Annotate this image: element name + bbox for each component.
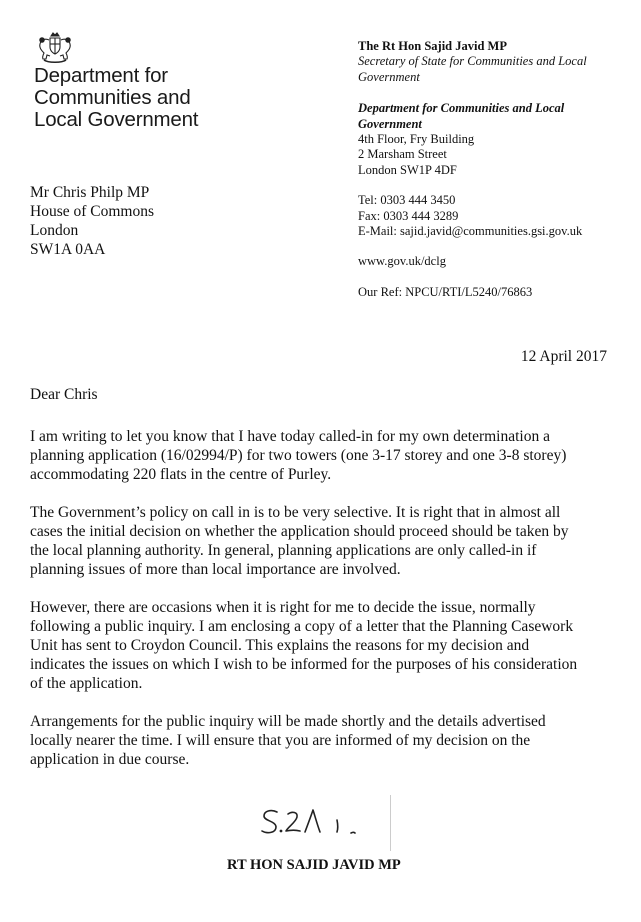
- logo-line-3: Local Government: [34, 108, 199, 131]
- sender-address-line-3: London SW1P 4DF: [358, 162, 457, 177]
- sender-fax: Fax: 0303 444 3289: [358, 208, 459, 223]
- paragraph-4: [30, 712, 630, 769]
- paragraph-line: Arrangements for the public inquiry will be made shortly and the details advertised: [30, 713, 546, 730]
- sender-title-line-2: Government: [358, 69, 420, 84]
- paragraph-line: planning application (16/02994/P) for two towers (one 3-17 storey and one 3-8 storey): [30, 447, 567, 464]
- paragraph-line: I am writing to let you know that I have today called-in for my own determination a: [30, 428, 550, 445]
- paragraph-line: locally nearer the time. I will ensure that you are informed of my decision on the: [30, 732, 531, 749]
- paragraph-2: [30, 503, 630, 579]
- sender-name: The Rt Hon Sajid Javid MP: [358, 39, 507, 53]
- royal-coat-of-arms-icon: [36, 30, 74, 66]
- paragraph-line: the local planning authority. In general, planning applications are only called-in if: [30, 542, 537, 559]
- signoff-name: RT HON SAJID JAVID MP: [227, 857, 401, 873]
- sender-address-line-2: 2 Marsham Street: [358, 147, 447, 162]
- paragraph-line: indicates the issues on which I wish to be informed for the purposes of his consideration: [30, 656, 578, 673]
- paragraph-line: application in due course.: [30, 751, 190, 768]
- paragraph-line: The Government’s policy on call in is to be very selective. It is right that in almost all: [30, 504, 561, 521]
- sender-address-line-1: 4th Floor, Fry Building: [358, 132, 475, 147]
- signature-divider: [390, 795, 391, 851]
- sender-block: [358, 39, 638, 300]
- recipient-line-2: House of Commons: [30, 203, 154, 220]
- paragraph-line: following a public inquiry. I am enclosing a copy of a letter that the Planning Casework: [30, 618, 574, 635]
- paragraph-line: planning issues of more than local importance are involved.: [30, 561, 401, 578]
- sender-department-line-2: Government: [358, 116, 422, 131]
- paragraph-line: of the application.: [30, 675, 143, 692]
- paragraph-line: Unit has sent to Croydon Council. This explains the reasons for my decision and: [30, 637, 530, 654]
- letter-date: 12 April 2017: [520, 348, 607, 365]
- recipient-line-4: SW1A 0AA: [30, 241, 106, 258]
- logo-line-1: Department for: [34, 64, 168, 87]
- handwritten-signature: [255, 800, 380, 848]
- salutation: Dear Chris: [30, 386, 98, 403]
- sender-email: E-Mail: sajid.javid@communities.gsi.gov.uk: [358, 224, 583, 239]
- department-logo: [34, 65, 198, 131]
- sender-web: www.gov.uk/dclg: [358, 254, 446, 269]
- letter-body: [30, 427, 630, 788]
- paragraph-line: accommodating 220 flats in the centre of Purley.: [30, 466, 332, 483]
- recipient-address: [30, 183, 154, 259]
- paragraph-line: cases the initial decision on whether the application should proceed should be taken by: [30, 523, 569, 540]
- paragraph-1: [30, 427, 630, 484]
- paragraph-line: However, there are occasions when it is right for me to decide the issue, normally: [30, 599, 536, 616]
- sender-department-line-1: Department for Communities and Local: [358, 101, 565, 116]
- sender-tel: Tel: 0303 444 3450: [358, 193, 456, 208]
- sender-title-line-1: Secretary of State for Communities and Local: [358, 54, 587, 69]
- paragraph-3: [30, 598, 630, 693]
- recipient-line-3: London: [30, 222, 79, 239]
- logo-line-2: Communities and: [34, 86, 191, 109]
- sender-ref: Our Ref: NPCU/RTI/L5240/76863: [358, 284, 533, 299]
- recipient-line-1: Mr Chris Philp MP: [30, 184, 150, 201]
